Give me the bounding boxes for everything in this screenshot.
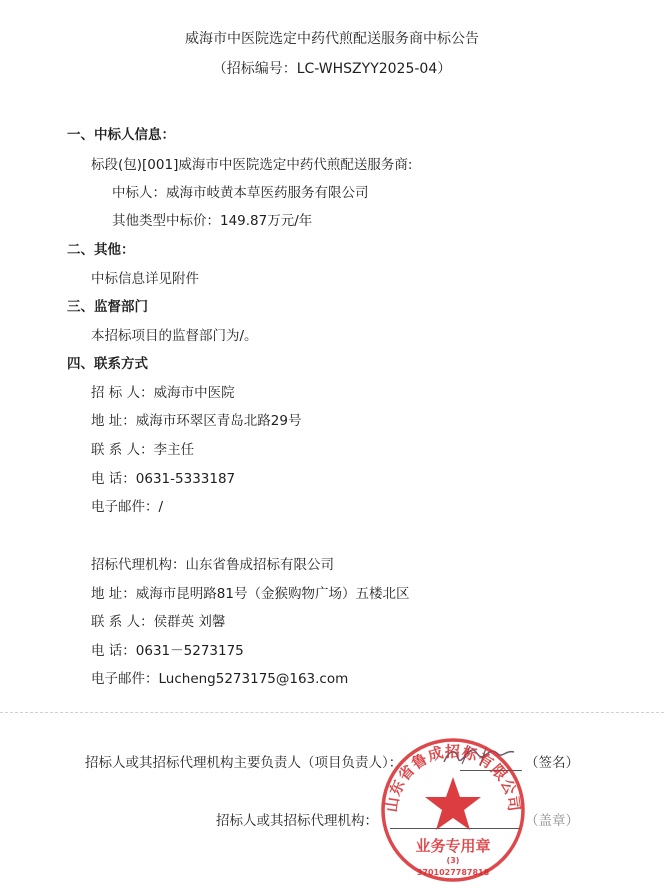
seal-label: 招标人或其招标代理机构：: [216, 813, 378, 829]
seal-number-text: 3701027787818: [416, 868, 490, 877]
document-subtitle: （招标编号：LC-WHSZYY2025-04）: [212, 61, 452, 77]
tenderer-address: 地 址：威海市环翠区青岛北路29号: [91, 413, 302, 429]
star-icon: [425, 777, 481, 830]
signature-label: 招标人或其招标代理机构主要负责人（项目负责人）：: [85, 755, 403, 771]
other-text: 中标信息详见附件: [91, 271, 199, 287]
official-seal: [378, 735, 528, 885]
section-other-heading: 二、其他：: [67, 242, 135, 258]
seal-purpose-text: 业务专用章: [415, 837, 491, 855]
signature-suffix: （签名）: [525, 755, 579, 771]
tenderer-text: 招 标 人：威海市中医院: [91, 385, 235, 401]
agency-address: 地 址：威海市昆明路81号（金猴购物广场）五楼北区: [91, 586, 410, 602]
section-supervision-heading: 三、监督部门: [67, 299, 148, 315]
lot-text: 标段(包)[001]威海市中医院选定中药代煎配送服务商:: [91, 157, 413, 173]
price-text: 其他类型中标价：149.87万元/年: [112, 213, 313, 229]
agency-phone: 电 话：0631－5273175: [91, 643, 244, 659]
seal-index-text: (3): [446, 856, 460, 865]
section-contact-heading: 四、联系方式: [67, 356, 148, 372]
supervision-text: 本招标项目的监督部门为/。: [91, 328, 258, 344]
tenderer-phone: 电 话：0631-5333187: [91, 471, 236, 487]
seal-company-text: 山东省鲁成招标有限公司: [382, 742, 524, 814]
agency-email: 电子邮件：Lucheng5273175@163.com: [91, 671, 349, 687]
page-separator: [0, 712, 664, 713]
agency-contact: 联 系 人：侯群英 刘馨: [91, 614, 226, 630]
document-title: 威海市中医院选定中药代煎配送服务商中标公告: [185, 31, 479, 47]
tenderer-email: 电子邮件：/: [91, 499, 164, 515]
winner-text: 中标人：威海市岐黄本草医药服务有限公司: [112, 185, 369, 201]
seal-suffix: （盖章）: [525, 813, 579, 829]
tenderer-contact: 联 系 人：李主任: [91, 442, 195, 458]
section-winner-heading: 一、中标人信息：: [67, 127, 175, 143]
agency-name: 招标代理机构：山东省鲁成招标有限公司: [91, 557, 334, 573]
